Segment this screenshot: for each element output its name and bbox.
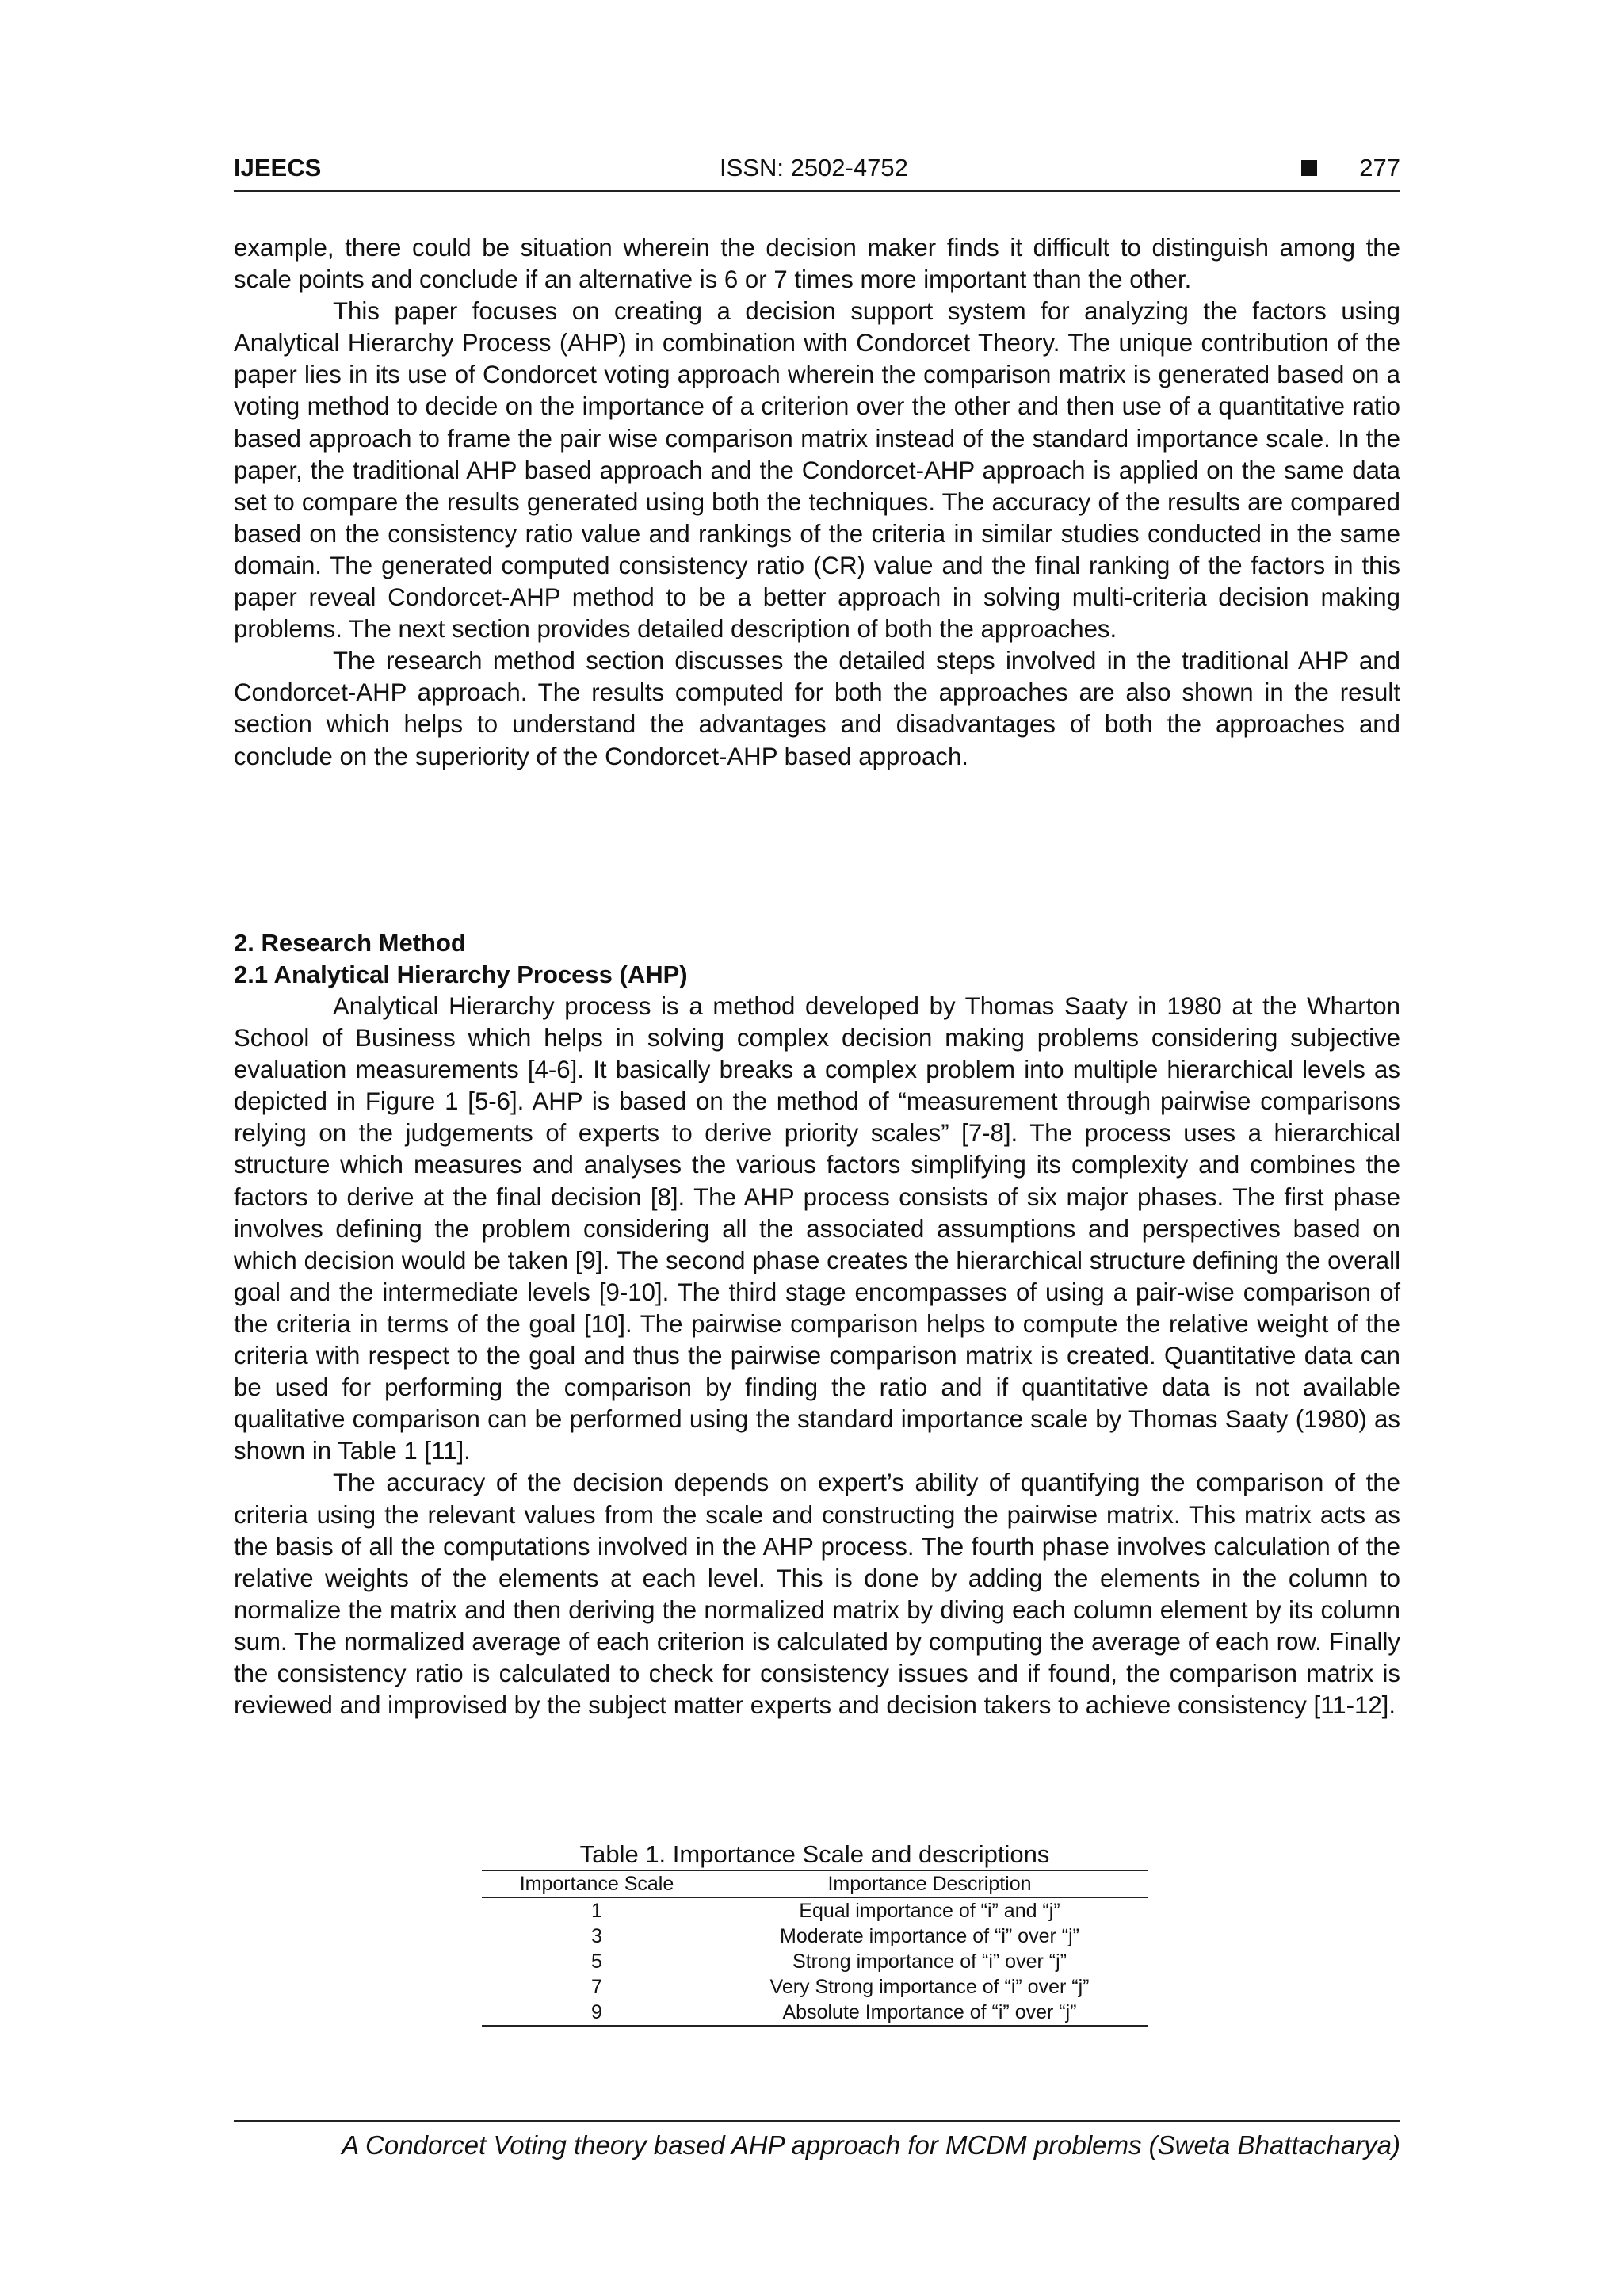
table-row bbox=[482, 1897, 1148, 1924]
footer-text: A Condorcet Voting theory based AHP approach for MCDM problems (Sweta Bhattacharya) bbox=[342, 2130, 1400, 2160]
ahp-paragraph-1: Analytical Hierarchy process is a method developed by Thomas Saaty in 1980 at the Wharton School of Business which helps in solving complex decision making problems considering subjective evaluation measurements [4-6]. It basically breaks a complex problem into multiple hierarchical levels as depicted in Figure 1 [5-6]. AHP is based on the method of “measurement through pairwise comparisons relying on the judgements of experts to derive priority scales” [7-8]. The process uses a hierarchical structure which measures and analyses the various factors simplifying its complexity and combines the factors to derive at the final decision [8]. The AHP process consists of six major phases. The first phase involves defining the problem considering all the associated assumptions and perspectives based on which decision would be taken [9]. The second phase creates the hierarchical structure defining the overall goal and the intermediate levels [9-10]. The third stage encompasses of using a pair-wise comparison of the criteria in terms of the goal [10]. The pairwise comparison helps to compute the relative weight of the criteria with respect to the goal and thus the pairwise comparison matrix is created. Quantitative data can be used for performing the comparison by finding the ratio and if quantitative data is not available qualitative comparison can be performed using the standard importance scale by Thomas Saaty (1980) as shown in Table 1 [11]. bbox=[234, 992, 1400, 1465]
table-caption: Table 1. Importance Scale and descriptions bbox=[579, 1840, 1050, 1868]
table-1 bbox=[482, 1839, 1148, 2027]
square-bullet-icon bbox=[1301, 160, 1317, 176]
column-header-description: Importance Description bbox=[712, 1870, 1148, 1897]
scale-cell: 7 bbox=[591, 1976, 602, 1998]
page-header bbox=[234, 151, 1400, 192]
description-cell: Equal importance of “i” and “j” bbox=[799, 1900, 1060, 1922]
research-method-section bbox=[234, 927, 1400, 1721]
intro-paragraph-1: example, there could be situation wherein the decision maker finds it difficult to distinguish among the scale points and conclude if an alternative is 6 or 7 times more important than the other. bbox=[234, 234, 1400, 294]
intro-paragraph-3: The research method section discusses the detailed steps involved in the traditional AHP and Condorcet-AHP approach. The results computed for both the approaches are also shown in the result section which helps to understand the advantages and disadvantages of both the approaches and conclude on the superiority of the Condorcet-AHP based approach. bbox=[234, 647, 1400, 770]
section-heading: 2. Research Method bbox=[234, 929, 466, 957]
description-cell: Absolute Importance of “i” over “j” bbox=[712, 2000, 1148, 2026]
intro-section bbox=[234, 232, 1400, 773]
description-cell: Moderate importance of “i” over “j” bbox=[780, 1925, 1079, 1947]
table-row bbox=[482, 1974, 1148, 2000]
subsection-heading: 2.1 Analytical Hierarchy Process (AHP) bbox=[234, 961, 688, 988]
issn: ISSN: 2502-4752 bbox=[720, 154, 908, 181]
intro-paragraph-2: This paper focuses on creating a decision support system for analyzing the factors using Analytical Hierarchy Process (AHP) in combination with Condorcet Theory. The unique contribution of the paper lies in its use of Condorcet voting approach wherein the comparison matrix is generated based on a voting method to decide on the importance of a criterion over the other and then use of a quantitative ratio based approach to frame the pair wise comparison matrix instead of the standard importance scale. In the paper, the traditional AHP based approach and the Condorcet-AHP approach is applied on the same data set to compare the results generated using both the techniques. The accuracy of the results are compared based on the consistency ratio value and rankings of the criteria in similar studies conducted in the same domain. The generated computed consistency ratio (CR) value and the final ranking of the factors in this paper reveal Condorcet-AHP method to be a better approach in solving multi-criteria decision making problems. The next section provides detailed description of both the approaches. bbox=[234, 297, 1400, 644]
table-row bbox=[482, 1924, 1148, 1949]
importance-scale-table bbox=[482, 1870, 1148, 2027]
scale-cell: 9 bbox=[482, 2000, 712, 2026]
page-number: 277 bbox=[1359, 154, 1400, 181]
journal-name: IJEECS bbox=[234, 154, 322, 181]
description-cell: Strong importance of “i” over “j” bbox=[792, 1950, 1067, 1973]
description-cell: Very Strong importance of “i” over “j” bbox=[769, 1976, 1090, 1998]
table-row bbox=[482, 1949, 1148, 1974]
scale-cell: 1 bbox=[591, 1900, 602, 1922]
scale-cell: 3 bbox=[591, 1925, 602, 1947]
ahp-paragraph-2: The accuracy of the decision depends on expert’s ability of quantifying the comparison of the criteria using the relevant values from the scale and constructing the pairwise matrix. This matrix acts as the basis of all the computations involved in the AHP process. The fourth phase involves calculation of the relative weights of the elements at each level. This is done by adding the elements in the column to normalize the matrix and then deriving the normalized matrix by diving each column element by its column sum. The normalized average of each criterion is calculated by computing the average of each row. Finally the consistency ratio is calculated to check for consistency issues and if found, the comparison matrix is reviewed and improvised by the subject matter experts and decision takers to achieve consistency [11-12]. bbox=[234, 1469, 1400, 1720]
table-header-row bbox=[482, 1870, 1148, 1897]
table-row bbox=[482, 2000, 1148, 2026]
page-footer bbox=[234, 2120, 1400, 2161]
scale-cell: 5 bbox=[591, 1950, 602, 1973]
column-header-scale: Importance Scale bbox=[482, 1870, 712, 1897]
